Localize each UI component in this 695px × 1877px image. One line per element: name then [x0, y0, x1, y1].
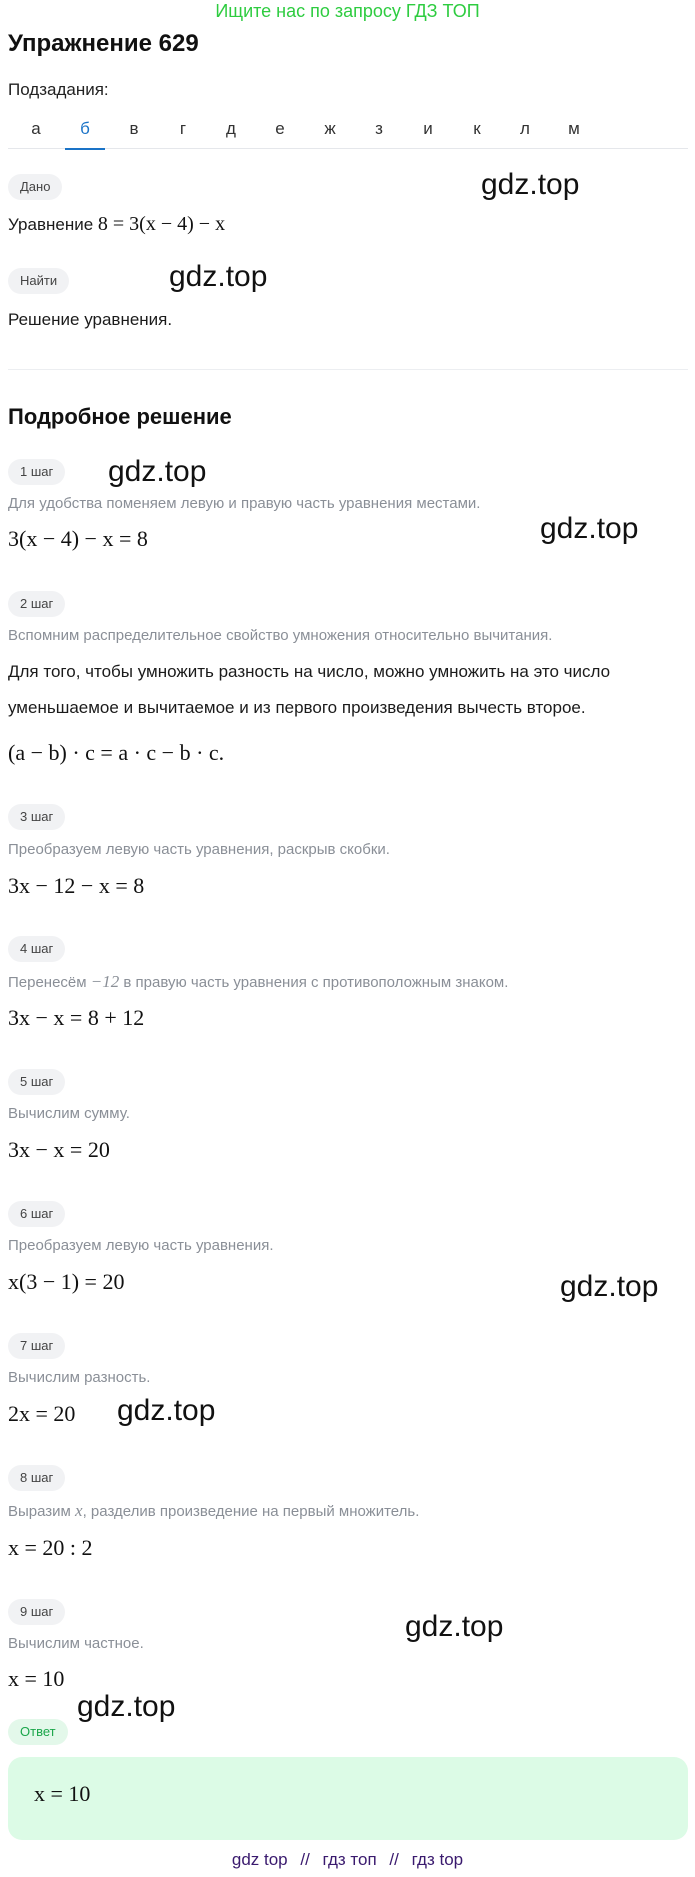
- tab-a[interactable]: а: [31, 119, 41, 138]
- step-2-pill: 2 шаг: [8, 591, 65, 617]
- footer-link-gdz-top-mixed[interactable]: гдз top: [411, 1850, 464, 1869]
- tab-l[interactable]: л: [520, 119, 530, 138]
- tab-g[interactable]: г: [179, 119, 187, 138]
- step-7-text: Вычислим разность.: [8, 1369, 151, 1386]
- step-9-math: x = 10: [8, 1666, 65, 1691]
- given-text: [8, 213, 225, 236]
- answer-pill: Ответ: [8, 1719, 68, 1745]
- subtask-tabs: [8, 115, 688, 149]
- given-prefix: Уравнение: [8, 215, 94, 234]
- step-3-math: 3x − 12 − x = 8: [8, 873, 145, 898]
- step-4-text-after: в правую часть уравнения с противоположным знаком.: [123, 974, 509, 991]
- step-5-pill: 5 шаг: [8, 1069, 65, 1095]
- answer-math: x = 10: [34, 1781, 91, 1806]
- step-8-pill: 8 шаг: [8, 1465, 65, 1491]
- step-2-rule-line2: уменьшаемое и вычитаемое и из первого произведения вычесть второе.: [8, 698, 586, 717]
- subtasks-label: Подзадания:: [8, 80, 109, 99]
- given-equation: 8 = 3(x − 4) − x: [97, 213, 226, 235]
- step-2-math: (a − b) · c = a · c − b · c.: [8, 740, 225, 765]
- tab-m[interactable]: м: [568, 119, 580, 138]
- footer-links: [0, 1850, 695, 1870]
- watermark: gdz.top: [560, 1270, 659, 1303]
- watermark: gdz.top: [77, 1690, 176, 1723]
- step-2-text: Вспомним распределительное свойство умножения относительно вычитания.: [8, 627, 553, 644]
- step-6-math: x(3 − 1) = 20: [8, 1269, 125, 1294]
- step-3-pill: 3 шаг: [8, 804, 65, 830]
- step-1-text: Для удобства поменяем левую и правую часть уравнения местами.: [8, 495, 481, 512]
- step-4-inline-math: −12: [90, 972, 120, 991]
- step-2-rule-line1: Для того, чтобы умножить разность на число, можно умножить на это число: [8, 662, 611, 681]
- tab-v[interactable]: в: [129, 119, 139, 138]
- footer-link-gdz-top-ru[interactable]: гдз топ: [322, 1850, 377, 1869]
- step-3-text: Преобразуем левую часть уравнения, раскрыв скобки.: [8, 841, 390, 858]
- step-8-math: x = 20 : 2: [8, 1535, 93, 1560]
- step-1-pill: 1 шаг: [8, 459, 65, 485]
- step-8-text: [8, 1501, 419, 1521]
- step-9-text: Вычислим частное.: [8, 1635, 144, 1652]
- tab-k[interactable]: к: [473, 119, 481, 138]
- step-9-pill: 9 шаг: [8, 1599, 65, 1625]
- tab-b[interactable]: б: [65, 119, 105, 149]
- step-6-text: Преобразуем левую часть уравнения.: [8, 1237, 274, 1254]
- step-5-math: 3x − x = 20: [8, 1137, 110, 1162]
- find-text: Решение уравнения.: [8, 310, 173, 329]
- tab-d[interactable]: д: [226, 119, 236, 138]
- footer-separator: //: [300, 1850, 310, 1869]
- watermark: gdz.top: [108, 455, 207, 488]
- page-title: Упражнение 629: [8, 30, 199, 57]
- step-4-text: [8, 972, 508, 992]
- tab-z[interactable]: з: [375, 119, 383, 138]
- solution-heading: Подробное решение: [8, 404, 232, 429]
- step-1-math: 3(x − 4) − x = 8: [8, 526, 148, 551]
- watermark: gdz.top: [481, 168, 580, 201]
- watermark: gdz.top: [540, 512, 639, 545]
- watermark: gdz.top: [169, 260, 268, 293]
- footer-separator: //: [389, 1850, 399, 1869]
- tab-e[interactable]: е: [275, 119, 285, 138]
- given-pill: Дано: [8, 174, 62, 200]
- step-7-math: 2x = 20: [8, 1401, 76, 1426]
- top-banner[interactable]: Ищите нас по запросу ГДЗ ТОП: [215, 1, 480, 21]
- watermark: gdz.top: [405, 1610, 504, 1643]
- footer-link-gdz-top[interactable]: gdz top: [231, 1850, 288, 1869]
- step-8-text-after: , разделив произведение на первый множитель.: [82, 1503, 420, 1520]
- step-6-pill: 6 шаг: [8, 1201, 65, 1227]
- watermark: gdz.top: [117, 1394, 216, 1427]
- step-8-inline-math: x: [75, 1501, 83, 1520]
- step-4-pill: 4 шаг: [8, 936, 65, 962]
- step-7-pill: 7 шаг: [8, 1333, 65, 1359]
- section-divider: [8, 369, 688, 370]
- step-5-text: Вычислим сумму.: [8, 1105, 130, 1122]
- step-8-text-before: Выразим: [8, 1503, 71, 1520]
- tab-zh[interactable]: ж: [324, 119, 336, 138]
- step-4-math: 3x − x = 8 + 12: [8, 1005, 145, 1030]
- step-4-text-before: Перенесём: [8, 974, 87, 991]
- answer-box: [8, 1757, 688, 1840]
- find-pill: Найти: [8, 268, 69, 294]
- tab-i[interactable]: и: [423, 119, 433, 138]
